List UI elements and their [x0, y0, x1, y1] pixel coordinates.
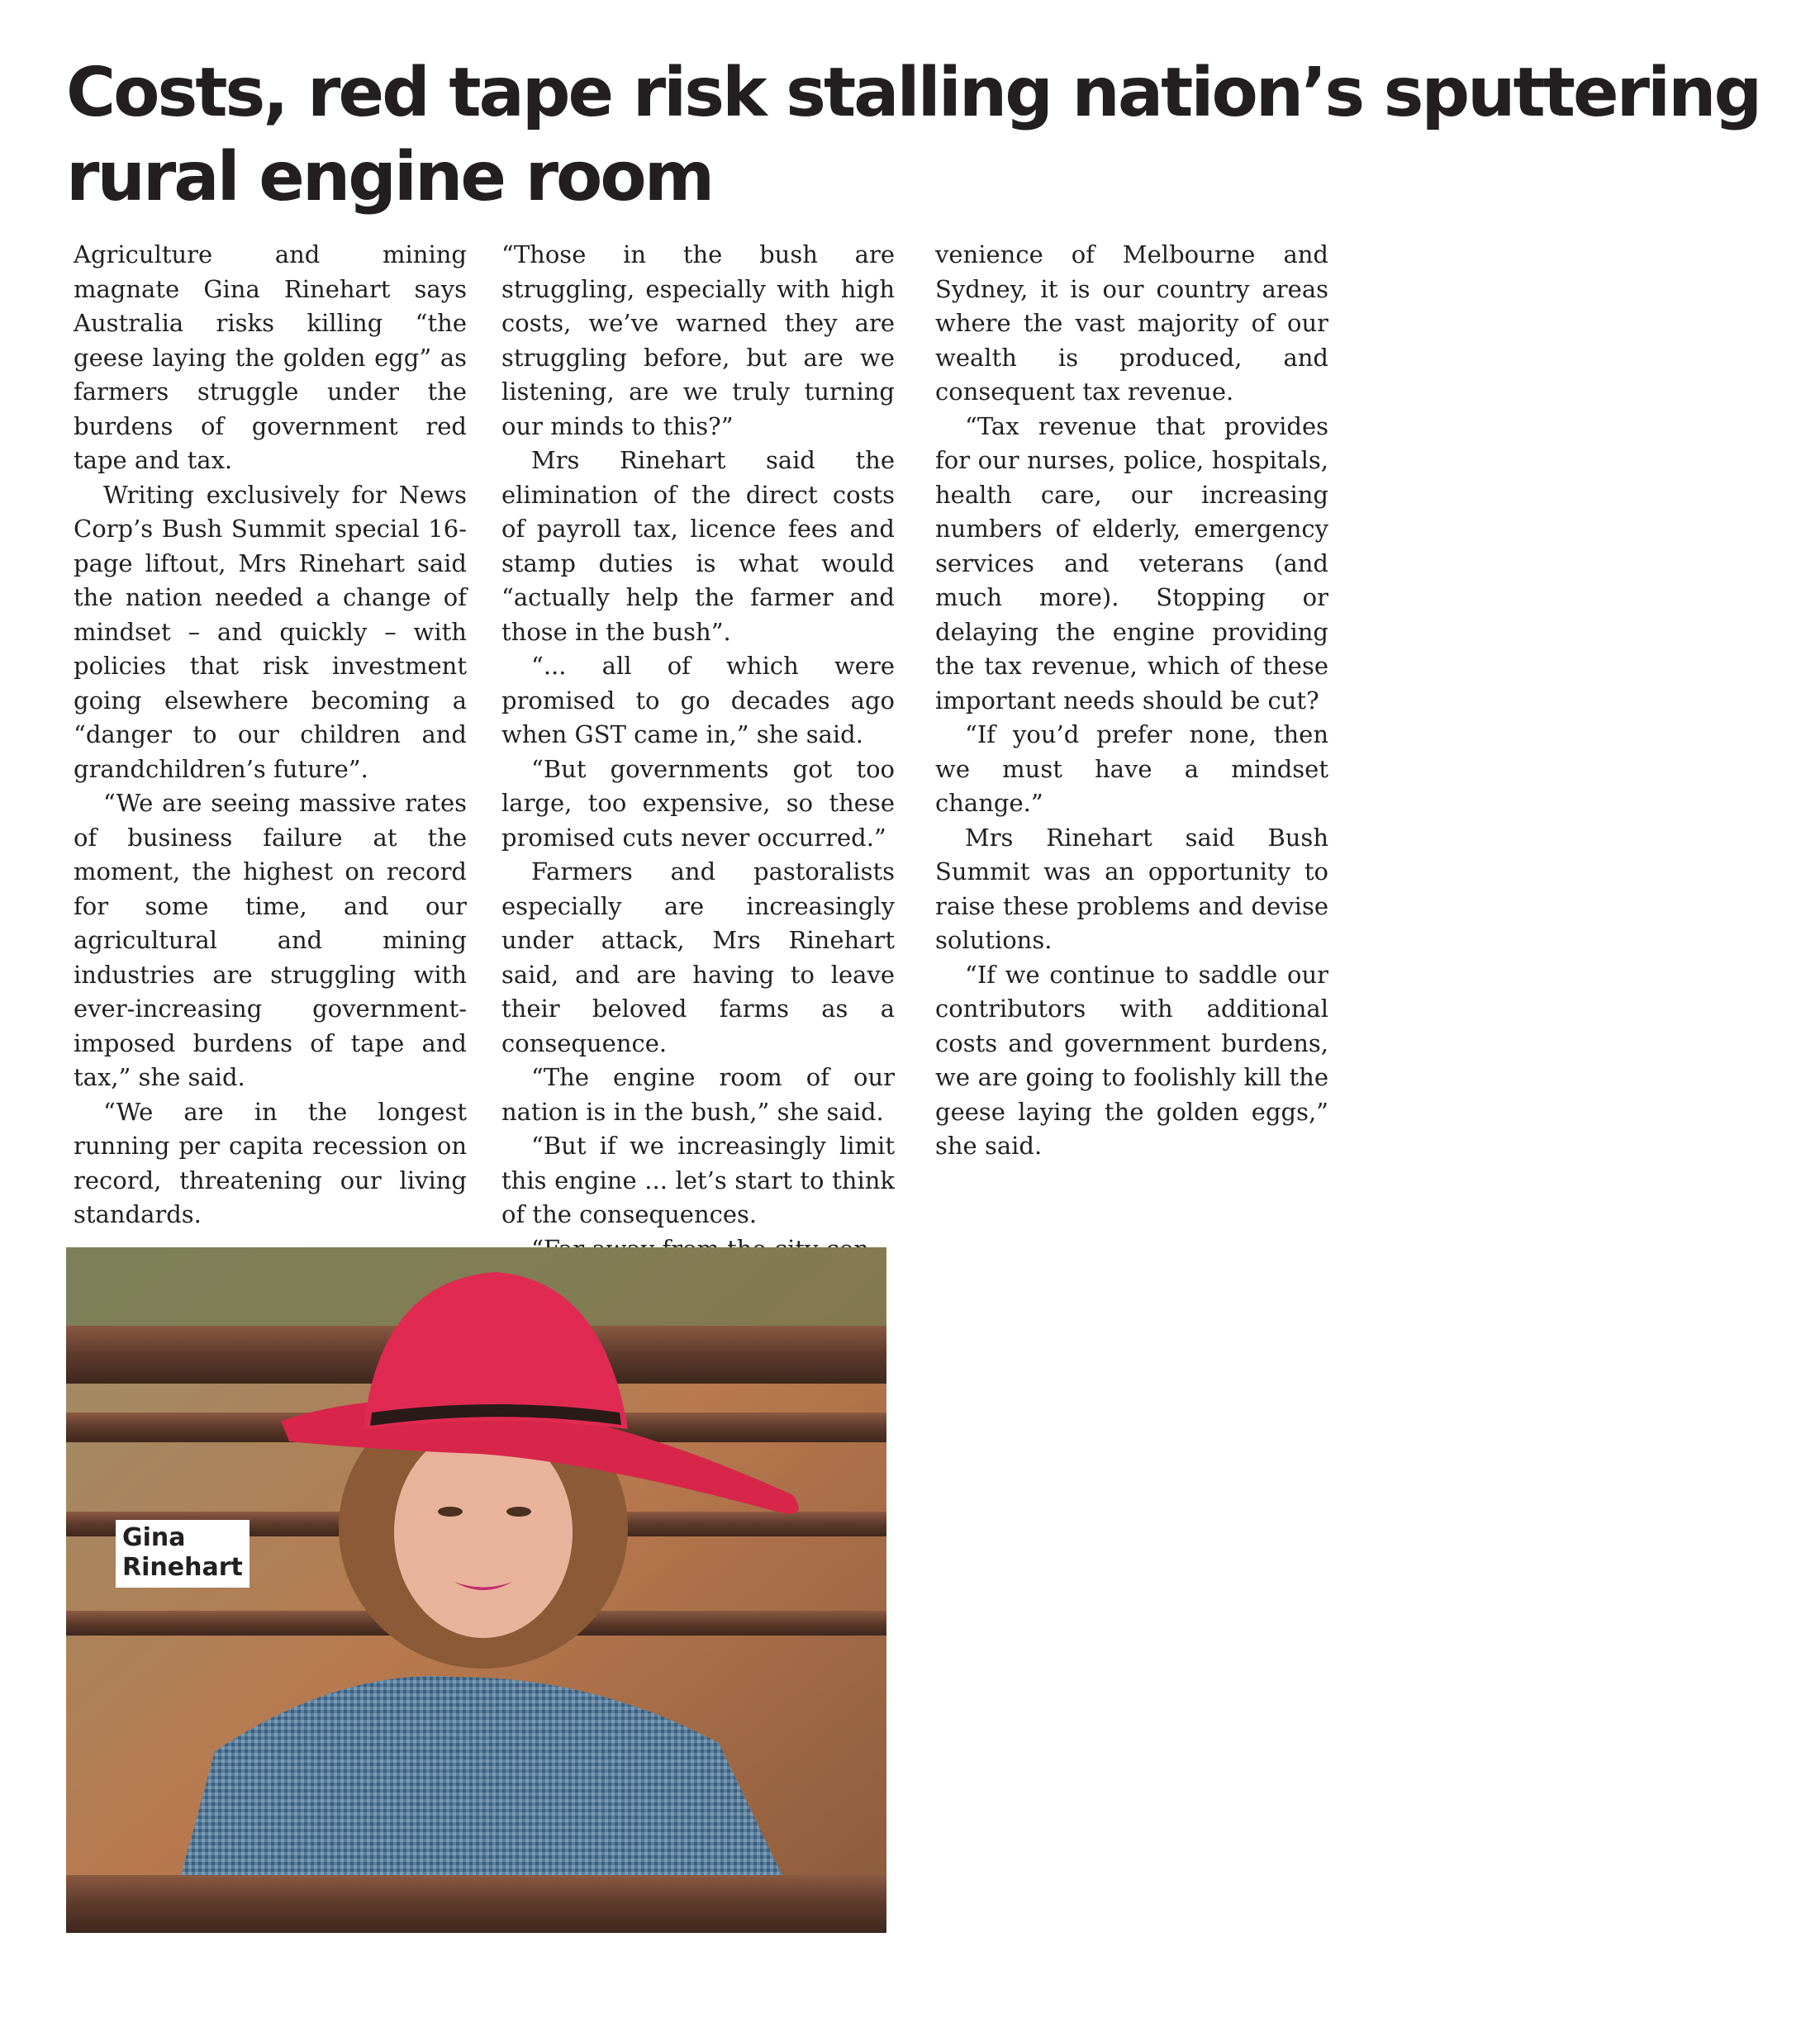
body-paragraph: venience of Melbourne and Sydney, it is our country areas where the vast majority of our wealth is produced, and consequent tax revenue.: [935, 240, 1328, 406]
headline-line-1: Costs, red tape risk stalling nation’s sputtering: [66, 54, 1761, 132]
portrait-illustration: [66, 1247, 886, 1933]
fence-rail-front: [66, 1875, 886, 1933]
eye: [438, 1507, 463, 1517]
body-paragraph: “We are seeing massive rates of business failure at the moment, the highest on record for some time, and our agricultural and mining industries are struggling with ever-increasing government-imposed burdens of tape and tax,” she said.: [74, 789, 467, 1091]
body-paragraph: “But if we increasingly limit this engine ... let’s start to think of the consequences.: [501, 1132, 895, 1228]
body-paragraph: Writing exclusively for News Corp’s Bush Summit special 16-page liftout, Mrs Rinehart said the nation needed a change of mindset – and quickly – with policies that risk investment going elsewhere becoming a “danger to our children and grandchildren’s future”.: [74, 480, 467, 783]
body-paragraph: “If we continue to saddle our contributors with additional costs and government burdens, we are going to foolishly kill the geese laying the golden eggs,” she said.: [935, 960, 1328, 1160]
body-paragraph: “Those in the bush are struggling, especially with high costs, we’ve warned they are struggling before, but are we listening, are we truly turning our minds to this?”: [501, 240, 895, 440]
body-paragraph: Mrs Rinehart said the elimination of the direct costs of payroll tax, licence fees and stamp duties is what would “actually help the farmer and those in the bush”.: [501, 446, 895, 646]
photo-caption: [116, 1520, 249, 1588]
body-paragraph: “... all of which were promised to go decades ago when GST came in,” she said.: [501, 652, 895, 748]
body-paragraph: “The engine room of our nation is in the bush,” she said.: [501, 1063, 895, 1126]
body-paragraph: Mrs Rinehart said Bush Summit was an opportunity to raise these problems and devise solutions.: [935, 823, 1328, 954]
body-paragraph: “But governments got too large, too expensive, so these promised cuts never occurred.”: [501, 754, 895, 852]
caption-first-name: Gina: [122, 1523, 186, 1552]
body-paragraph: “If you’d prefer none, then we must have a mindset change.”: [935, 720, 1328, 817]
body-paragraph: “We are in the longest running per capita recession on record, threatening our living standards.: [74, 1097, 467, 1228]
article-column-3: [935, 238, 1328, 1164]
headline: [66, 51, 1784, 220]
portrait-photo: [66, 1247, 886, 1933]
caption-last-name: Rinehart: [122, 1553, 243, 1582]
headline-line-2: rural engine room: [66, 138, 713, 216]
body-paragraph: Agriculture and mining magnate Gina Rinehart says Australia risks killing “the geese laying the golden egg” as farmers struggle under the burdens of government red tape and tax.: [74, 240, 467, 474]
body-paragraph: Farmers and pastoralists especially are increasingly under attack, Mrs Rinehart said, and are having to leave their beloved farms as a consequence.: [501, 857, 895, 1057]
article-column-1: [74, 238, 467, 1232]
article-column-2: [501, 238, 895, 1266]
body-paragraph: “Tax revenue that provides for our nurses, police, hospitals, health care, our increasing numbers of elderly, emergency services and veterans (and much more). Stopping or delaying the engine providing the tax revenue, which of these important needs should be cut?: [935, 411, 1328, 715]
eye: [506, 1507, 531, 1517]
